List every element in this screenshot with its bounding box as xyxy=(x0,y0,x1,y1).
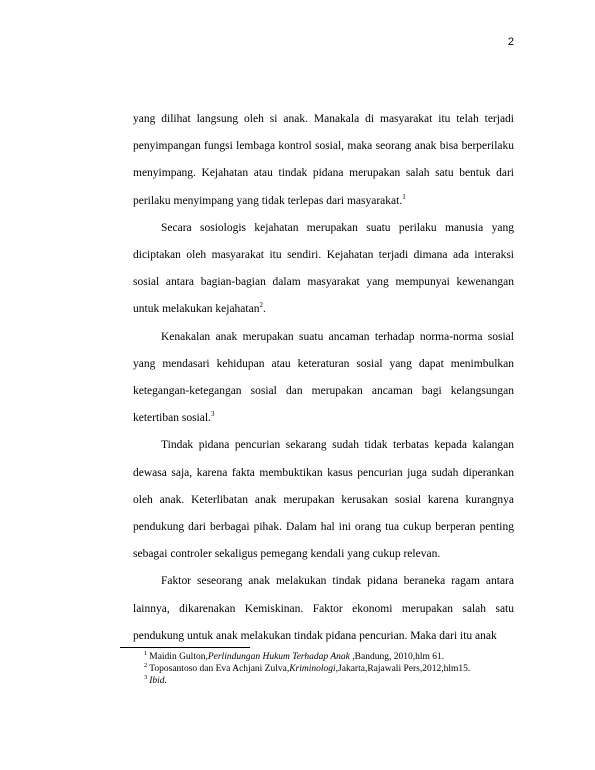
page-number: 2 xyxy=(507,36,514,48)
footnote-separator xyxy=(120,647,250,648)
footnote-number: 2 xyxy=(144,662,148,669)
paragraph-3 xyxy=(133,324,514,433)
footnote-title: Perlindungan Hukum Terhadap Anak xyxy=(207,652,350,662)
footnote-ref-2: 2 xyxy=(259,301,263,310)
footnote-number: 1 xyxy=(144,650,148,657)
paragraph-5 xyxy=(133,568,514,650)
footnote-title: Kriminologi xyxy=(289,664,336,674)
paragraph-text: Kenakalan anak merupakan suatu ancaman terhadap norma-norma sosial yang mendasari kehidupan atau keteraturan sosial yang dapat menimbulkan ketegangan-ketegangan sosial dan merupakan ancaman bagi kelangsungan ketertiban sosial. xyxy=(133,330,514,425)
paragraph-tail: . xyxy=(262,303,266,316)
paragraph-text: yang dilihat langsung oleh si anak. Manakala di masyarakat itu telah terjadi penyimpangan fungsi lembaga kontrol sosial, maka seorang anak bisa berperilaku menyimpang. Kejahatan atau tindak pidana merupakan salah satu bentuk dari perilaku menyimpang yang tidak terlepas dari masyarakat. xyxy=(133,113,514,207)
footnote-author: Maidin Gulton, xyxy=(149,652,208,662)
paragraph-text: Secara sosiologis kejahatan merupakan suatu perilaku manusia yang diciptakan oleh masyarakat itu sendiri. Kejahatan terjadi dimana ada interaksi sosial antara bagian-bagian dalam masyarakat yang mempunyai kewenangan untuk melakukan kejahatan xyxy=(133,221,514,316)
paragraph-text: Faktor seseorang anak melakukan tindak pidana beraneka ragam antara lainnya, dikarenakan Kemiskinan. Faktor ekonomi merupakan salah satu pendukung untuk anak melakukan tindak pidana pencurian. Maka dari itu anak xyxy=(133,575,514,642)
footnote-author: Toposantoso dan Eva Achjani Zulva, xyxy=(149,664,290,674)
paragraph-text: Tindak pidana pencurian sekarang sudah tidak terbatas kepada kalangan dewasa saja, karena fakta membuktikan kasus pencurian juga sudah diperankan oleh anak. Keterlibatan anak merupakan kerusakan sosial karena kurangnya pendukung dari berbagai pihak. Dalam hal ini orang tua cukup berperan penting sebagai controler sekaligus pemegang kendali yang cukup relevan. xyxy=(133,439,514,561)
paragraph-4 xyxy=(133,432,514,568)
footnote-publication: ,Jakarta,Rajawali Pers,2012,hlm15. xyxy=(335,664,471,674)
footnote-title: Ibid. xyxy=(149,676,167,686)
footnote-3 xyxy=(144,675,470,687)
footnote-ref-3: 3 xyxy=(210,410,215,419)
footnotes xyxy=(144,651,470,687)
paragraph-2 xyxy=(133,215,514,324)
footnote-1 xyxy=(144,651,470,663)
body-text xyxy=(133,106,514,650)
footnote-number: 3 xyxy=(144,674,148,681)
footnote-ref-1: 1 xyxy=(402,192,406,201)
paragraph-1 xyxy=(133,106,514,215)
footnote-publication: ,Bandung, 2010,hlm 61. xyxy=(349,652,445,662)
footnote-2 xyxy=(144,663,470,675)
